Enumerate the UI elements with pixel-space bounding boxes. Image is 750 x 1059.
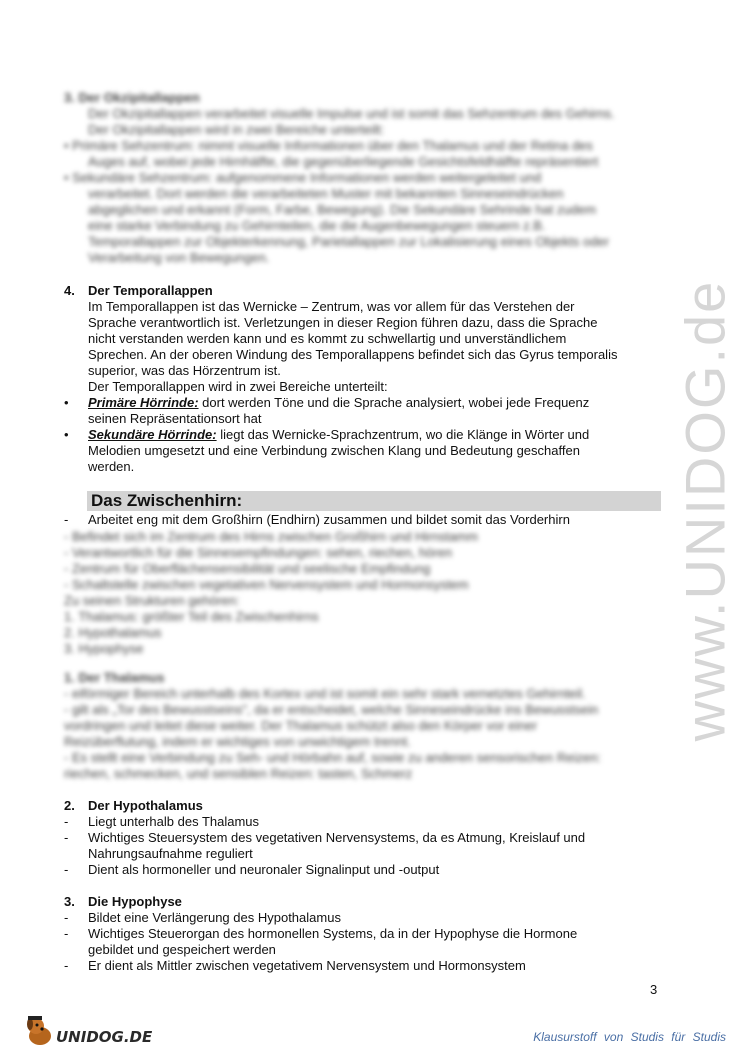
footer-tagline: Klausurstoff von Studis für Studis xyxy=(533,1030,726,1044)
blurred-line: abgeglichen und erkannt (Form, Farbe, Bewegung). Die Sekundäre Sehrinde hat zudem xyxy=(88,202,597,217)
bullet-text: liegt das Wernicke-Sprachzentrum, wo die Klänge in Wörter und xyxy=(216,427,590,442)
dash-icon: - xyxy=(64,830,69,845)
blurred-line: Verarbeitung von Bewegungen. xyxy=(88,250,270,265)
bullet-text: werden. xyxy=(88,459,135,474)
blurred-line: Der Okzipitallappen wird in zwei Bereiche unterteilt: xyxy=(88,122,385,137)
list-item xyxy=(64,910,664,926)
hypothalamus-section xyxy=(64,798,664,878)
paragraph-line: nicht verstanden werden kann und es kommt zu schwellartig und unverständlichem xyxy=(88,331,567,346)
dash-icon: - xyxy=(64,926,69,941)
section-number: 4. xyxy=(64,283,75,298)
page-number: 3 xyxy=(650,982,658,997)
blurred-line: Temporallappen zur Objekterkennung, Parietallappen zur Lokalisierung eines Objekts oder xyxy=(88,234,610,249)
blurred-line: - Befindet sich im Zentrum des Hirns zwischen Großhirn und Hirnstamm xyxy=(64,529,478,544)
list-item-text: Bildet eine Verlängerung des Hypothalamus xyxy=(88,910,341,925)
temporal-paragraph xyxy=(88,299,664,395)
blurred-heading: 1. Der Thalamus xyxy=(64,670,165,685)
blurred-heading: 3. Der Okzipitallappen xyxy=(64,90,200,105)
bullet-item xyxy=(64,395,664,427)
list-item xyxy=(64,926,664,958)
brand-name: UNIDOG.DE xyxy=(56,1028,153,1046)
blurred-line: Reizüberflutung, indem er wichtiges von unwichtigem trennt. xyxy=(64,734,411,749)
footer-logo[interactable] xyxy=(22,1012,162,1048)
dash-icon: - xyxy=(64,862,69,877)
blurred-lines xyxy=(64,106,664,266)
paragraph-line: Sprechen. An der oberen Windung des Temporallappens befindet sich das Gyrus temporalis xyxy=(88,347,618,362)
blurred-zwischenhirn-list xyxy=(64,529,664,657)
section-number: 3. xyxy=(64,894,75,909)
section-heading: Die Hypophyse xyxy=(88,894,182,909)
section-heading-row xyxy=(64,798,664,814)
bullet-icon: • xyxy=(64,395,69,410)
list-item-text: Liegt unterhalb des Thalamus xyxy=(88,814,260,829)
blurred-line: riechen, schmecken, und sensiblen Reizen: tasten, Schmerz xyxy=(64,766,413,781)
bullet-term: Primäre Hörrinde: xyxy=(88,395,199,410)
zwischenhirn-title: Das Zwischenhirn: xyxy=(87,491,661,511)
section-heading-row xyxy=(64,283,664,299)
section-heading-row xyxy=(64,894,664,910)
hypophyse-section xyxy=(64,894,664,974)
list-item-text: Er dient als Mittler zwischen vegetativem Nervensystem und Hormonsystem xyxy=(88,958,526,973)
temporallappen-section xyxy=(64,283,664,475)
blurred-line: - Verantwortlich für die Sinnesempfindungen: sehen, riechen, hören xyxy=(64,545,453,560)
zwischenhirn-first-item xyxy=(64,512,664,528)
section-number: 2. xyxy=(64,798,75,813)
blurred-line: 3. Hypophyse xyxy=(64,641,144,656)
bullet-text: Melodien umgesetzt und eine Verbindung zwischen Klang und Bedeutung geschaffen xyxy=(88,443,580,458)
bullet-icon: • xyxy=(64,427,69,442)
blurred-line: - Schaltstelle zwischen vegetativen Nervensystem und Hormonsystem xyxy=(64,577,469,592)
blurred-line: vordringen und leitet diese weiter. Der Thalamus schützt also den Körper vor einer xyxy=(64,718,538,733)
dash-icon: - xyxy=(64,814,69,829)
list-item-text: gebildet und gespeichert werden xyxy=(88,942,276,957)
blurred-line: - Es stellt eine Verbindung zu Seh- und Hörbahn auf, sowie zu anderen sensorischen Reizen: xyxy=(64,750,601,765)
list-item: Arbeitet eng mit dem Großhirn (Endhirn) zusammen und bildet somit das Vorderhirn xyxy=(88,512,570,527)
list-item xyxy=(64,862,664,878)
paragraph-line: Sprache verantwortlich ist. Verletzungen in dieser Region führen dazu, dass die Sprache xyxy=(88,315,598,330)
section-heading: Der Temporallappen xyxy=(88,283,213,298)
dog-icon xyxy=(22,1012,58,1048)
paragraph-line: Im Temporallappen ist das Wernicke – Zentrum, was vor allem für das Verstehen der xyxy=(88,299,575,314)
bullet-text: seinen Repräsentationsort hat xyxy=(88,411,262,426)
blurred-line: - gilt als „Tor des Bewusstseins", da er entscheidet, welche Sinneseindrücke ins Bewusstsein xyxy=(64,702,599,717)
bullet-term: Sekundäre Hörrinde: xyxy=(88,427,217,442)
list-item xyxy=(64,814,664,830)
blurred-line: 2. Hypothalamus xyxy=(64,625,162,640)
blurred-okzipital-section xyxy=(64,90,664,266)
blurred-line: verarbeitet. Dort werden die verarbeiteten Muster mit bekannten Sinneseindrücken xyxy=(88,186,564,201)
dash-icon: - xyxy=(64,958,69,973)
list-item-text: Nahrungsaufnahme reguliert xyxy=(88,846,253,861)
paragraph-line: superior, was das Hörzentrum ist. xyxy=(88,363,281,378)
blurred-line: Auges auf, wobei jede Hirnhälfte, die gegenüberliegende Gesichtsfeldhälfte repräsentiert xyxy=(88,154,599,169)
blurred-line: Zu seinen Strukturen gehören: xyxy=(64,593,240,608)
paragraph-line: Der Temporallappen wird in zwei Bereiche unterteilt: xyxy=(88,379,388,394)
blurred-thalamus-section xyxy=(64,670,664,782)
bullet-text: dort werden Töne und die Sprache analysiert, wobei jede Frequenz xyxy=(198,395,590,410)
list-item-text: Wichtiges Steuerorgan des hormonellen Systems, da in der Hypophyse die Hormone xyxy=(88,926,578,941)
list-item xyxy=(64,958,664,974)
blurred-line: 1. Thalamus: größter Teil des Zwischenhirns xyxy=(64,609,319,624)
blurred-line: • Primäre Sehzentrum: nimmt visuelle Informationen über den Thalamus und der Retina des xyxy=(64,138,593,153)
blurred-line: - Zentrum für Oberflächensensibilität und seelische Empfindung xyxy=(64,561,431,576)
dash-icon: - xyxy=(64,512,69,527)
dash-icon: - xyxy=(64,910,69,925)
bullet-item xyxy=(64,427,664,475)
section-heading: Der Hypothalamus xyxy=(88,798,203,813)
blurred-line: Der Okzipitallappen verarbeitet visuelle Impulse und ist somit das Sehzentrum des Gehirns. xyxy=(88,106,615,121)
list-item-text: Wichtiges Steuersystem des vegetativen Nervensystems, da es Atmung, Kreislauf und xyxy=(88,830,586,845)
blurred-line: • Sekundäre Sehzentrum: aufgenommene Informationen werden weitergeleitet und xyxy=(64,170,542,185)
watermark: www.UNIDOG.de xyxy=(673,279,737,741)
blurred-line: - eiförmiger Bereich unterhalb des Kortex und ist somit ein sehr stark vernetztes Gehirnteil. xyxy=(64,686,586,701)
list-item xyxy=(64,830,664,862)
blurred-line: eine starke Verbindung zu Gehirnteilen, die die Augenbewegungen steuern z.B. xyxy=(88,218,546,233)
list-item-text: Dient als hormoneller und neuronaler Signalinput und -output xyxy=(88,862,440,877)
